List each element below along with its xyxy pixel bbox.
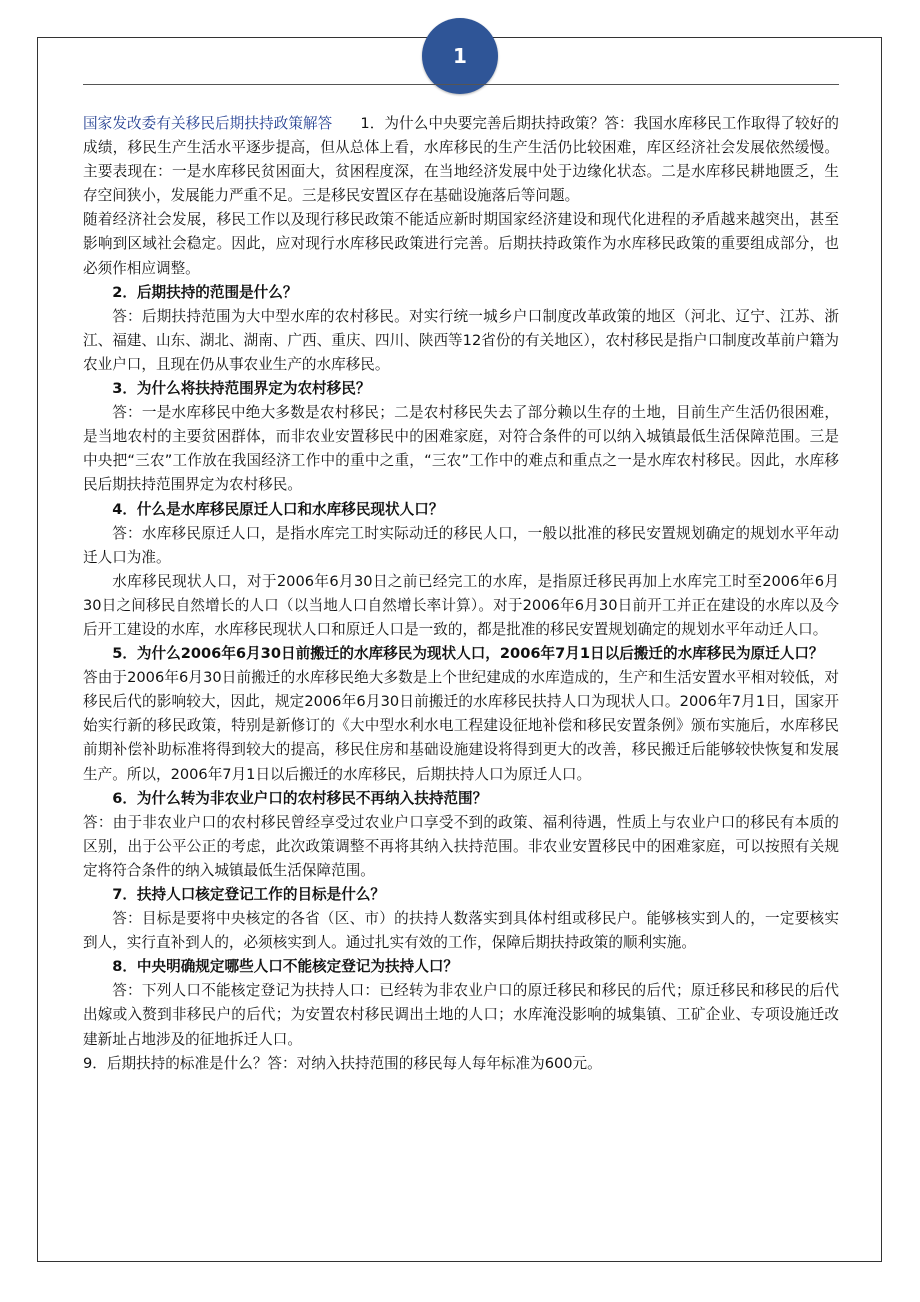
answer-6: 答：由于非农业户口的农村移民曾经享受过农业户口享受不到的政策、福利待遇，性质上与农业户口的移民有本质的区别，出于公平公正的考虑，此次政策调整不再将其纳入扶持范围。非农业安置移民中的困难家庭，可以按照有关规定将符合条件的纳入城镇最低生活保障范围。 [83,813,839,879]
question-4: 4．什么是水库移民原迁人口和水库移民现状人口？ [112,500,444,518]
question-5: 5．为什么2006年6月30日前搬迁的水库移民为现状人口，2006年7月1日以后搬迁的水库移民为原迁人口？ [112,645,824,663]
answer-3: 答：一是水库移民中绝大多数是农村移民；二是农村移民失去了部分赖以生存的土地，目前生产生活仍很困难，是当地农村的主要贫困群体，而非农业安置移民中的困难家庭，对符合条件的可以纳入城镇最低生活保障范围。三是中央把“三农”工作放在我国经济工作中的重中之重，“三农”工作中的难点和重点之一是水库农村移民。因此，水库移民后期扶持范围界定为农村移民。 [83,404,839,494]
answer-5: 答由于2006年6月30日前搬迁的水库移民绝大多数是上个世纪建成的水库造成的，生产和生活安置水平相对较低，对移民后代的影响较大，因此，规定2006年6月30日前搬迁的水库移民扶持人口为现状人口。2006年7月1日，国家开始实行新的移民政策，特别是新修订的《大中型水利水电工程建设征地补偿和移民安置条例》颁布实施后，水库移民前期补偿补助标准将得到较大的提高，移民住房和基础设施建设将得到更大的改善，移民搬迁后能够较快恢复和发展生产。所以，2006年7月1日以后搬迁的水库移民，后期扶持人口为原迁人口。 [83,669,839,783]
answer-8: 答：下列人口不能核定登记为扶持人口：已经转为非农业户口的原迁移民和移民的后代；原迁移民和移民的后代出嫁或入赘到非移民户的后代；为安置农村移民调出土地的人口；水库淹没影响的城集镇、工矿企业、专项设施迁改建新址占地涉及的征地拆迁人口。 [83,982,839,1048]
question-9-with-answer: 9．后期扶持的标准是什么？答：对纳入扶持范围的移民每人每年标准为600元。 [83,1054,602,1072]
paragraph-q1 [83,112,839,208]
page-number-badge: 1 [422,18,498,94]
question-1-with-answer: 1．为什么中央要完善后期扶持政策？答：我国水库移民工作取得了较好的成绩，移民生产生活水平逐步提高，但从总体上看，水库移民的生产生活仍比较困难，库区经济社会发展依然缓慢。主要表现在：一是水库移民贫困面大，贫困程度深，在当地经济发展中处于边缘化状态。二是水库移民耕地匮乏，生存空间狭小，发展能力严重不足。三是移民安置区存在基础设施落后等问题。 [83,115,839,205]
question-3: 3．为什么将扶持范围界定为农村移民？ [112,380,371,398]
header-rule [83,84,839,85]
answer-1-continued: 随着经济社会发展，移民工作以及现行移民政策不能适应新时期国家经济建设和现代化进程的矛盾越来越突出，甚至影响到区域社会稳定。因此，应对现行水库移民政策进行完善。后期扶持政策作为水库移民政策的重要组成部分，也必须作相应调整。 [83,211,839,277]
answer-7: 答：目标是要将中央核定的各省（区、市）的扶持人数落实到具体村组或移民户。能够核实到人的，一定要核实到人，实行直补到人的，必须核实到人。通过扎实有效的工作，保障后期扶持政策的顺利实施。 [83,910,839,952]
answer-4: 答：水库移民原迁人口，是指水库完工时实际动迁的移民人口，一般以批准的移民安置规划确定的规划水平年动迁人口为准。 [83,524,839,566]
document-body [83,112,839,1076]
document-title: 国家发改委有关移民后期扶持政策解答 [83,115,333,132]
question-7: 7．扶持人口核定登记工作的目标是什么？ [112,886,386,903]
question-2: 2．后期扶持的范围是什么？ [112,283,298,301]
question-8: 8．中央明确规定哪些人口不能核定登记为扶持人口？ [112,958,459,976]
answer-2: 答：后期扶持范围为大中型水库的农村移民。对实行统一城乡户口制度改革政策的地区（河北、辽宁、江苏、浙江、福建、山东、湖北、湖南、广西、重庆、四川、陕西等12省份的有关地区），农村移民是指户口制度改革前户籍为农业户口，且现在仍从事农业生产的水库移民。 [83,307,839,373]
answer-4-continued: 水库移民现状人口，对于2006年6月30日之前已经完工的水库，是指原迁移民再加上水库完工时至2006年6月30日之间移民自然增长的人口（以当地人口自然增长率计算）。对于2006年6月30日前开工并正在建设的水库以及今后开工建设的水库，水库移民现状人口和原迁人口是一致的，都是批准的移民安置规划确定的规划水平年动迁人口。 [83,572,839,638]
question-6: 6．为什么转为非农业户口的农村移民不再纳入扶持范围？ [112,789,488,807]
